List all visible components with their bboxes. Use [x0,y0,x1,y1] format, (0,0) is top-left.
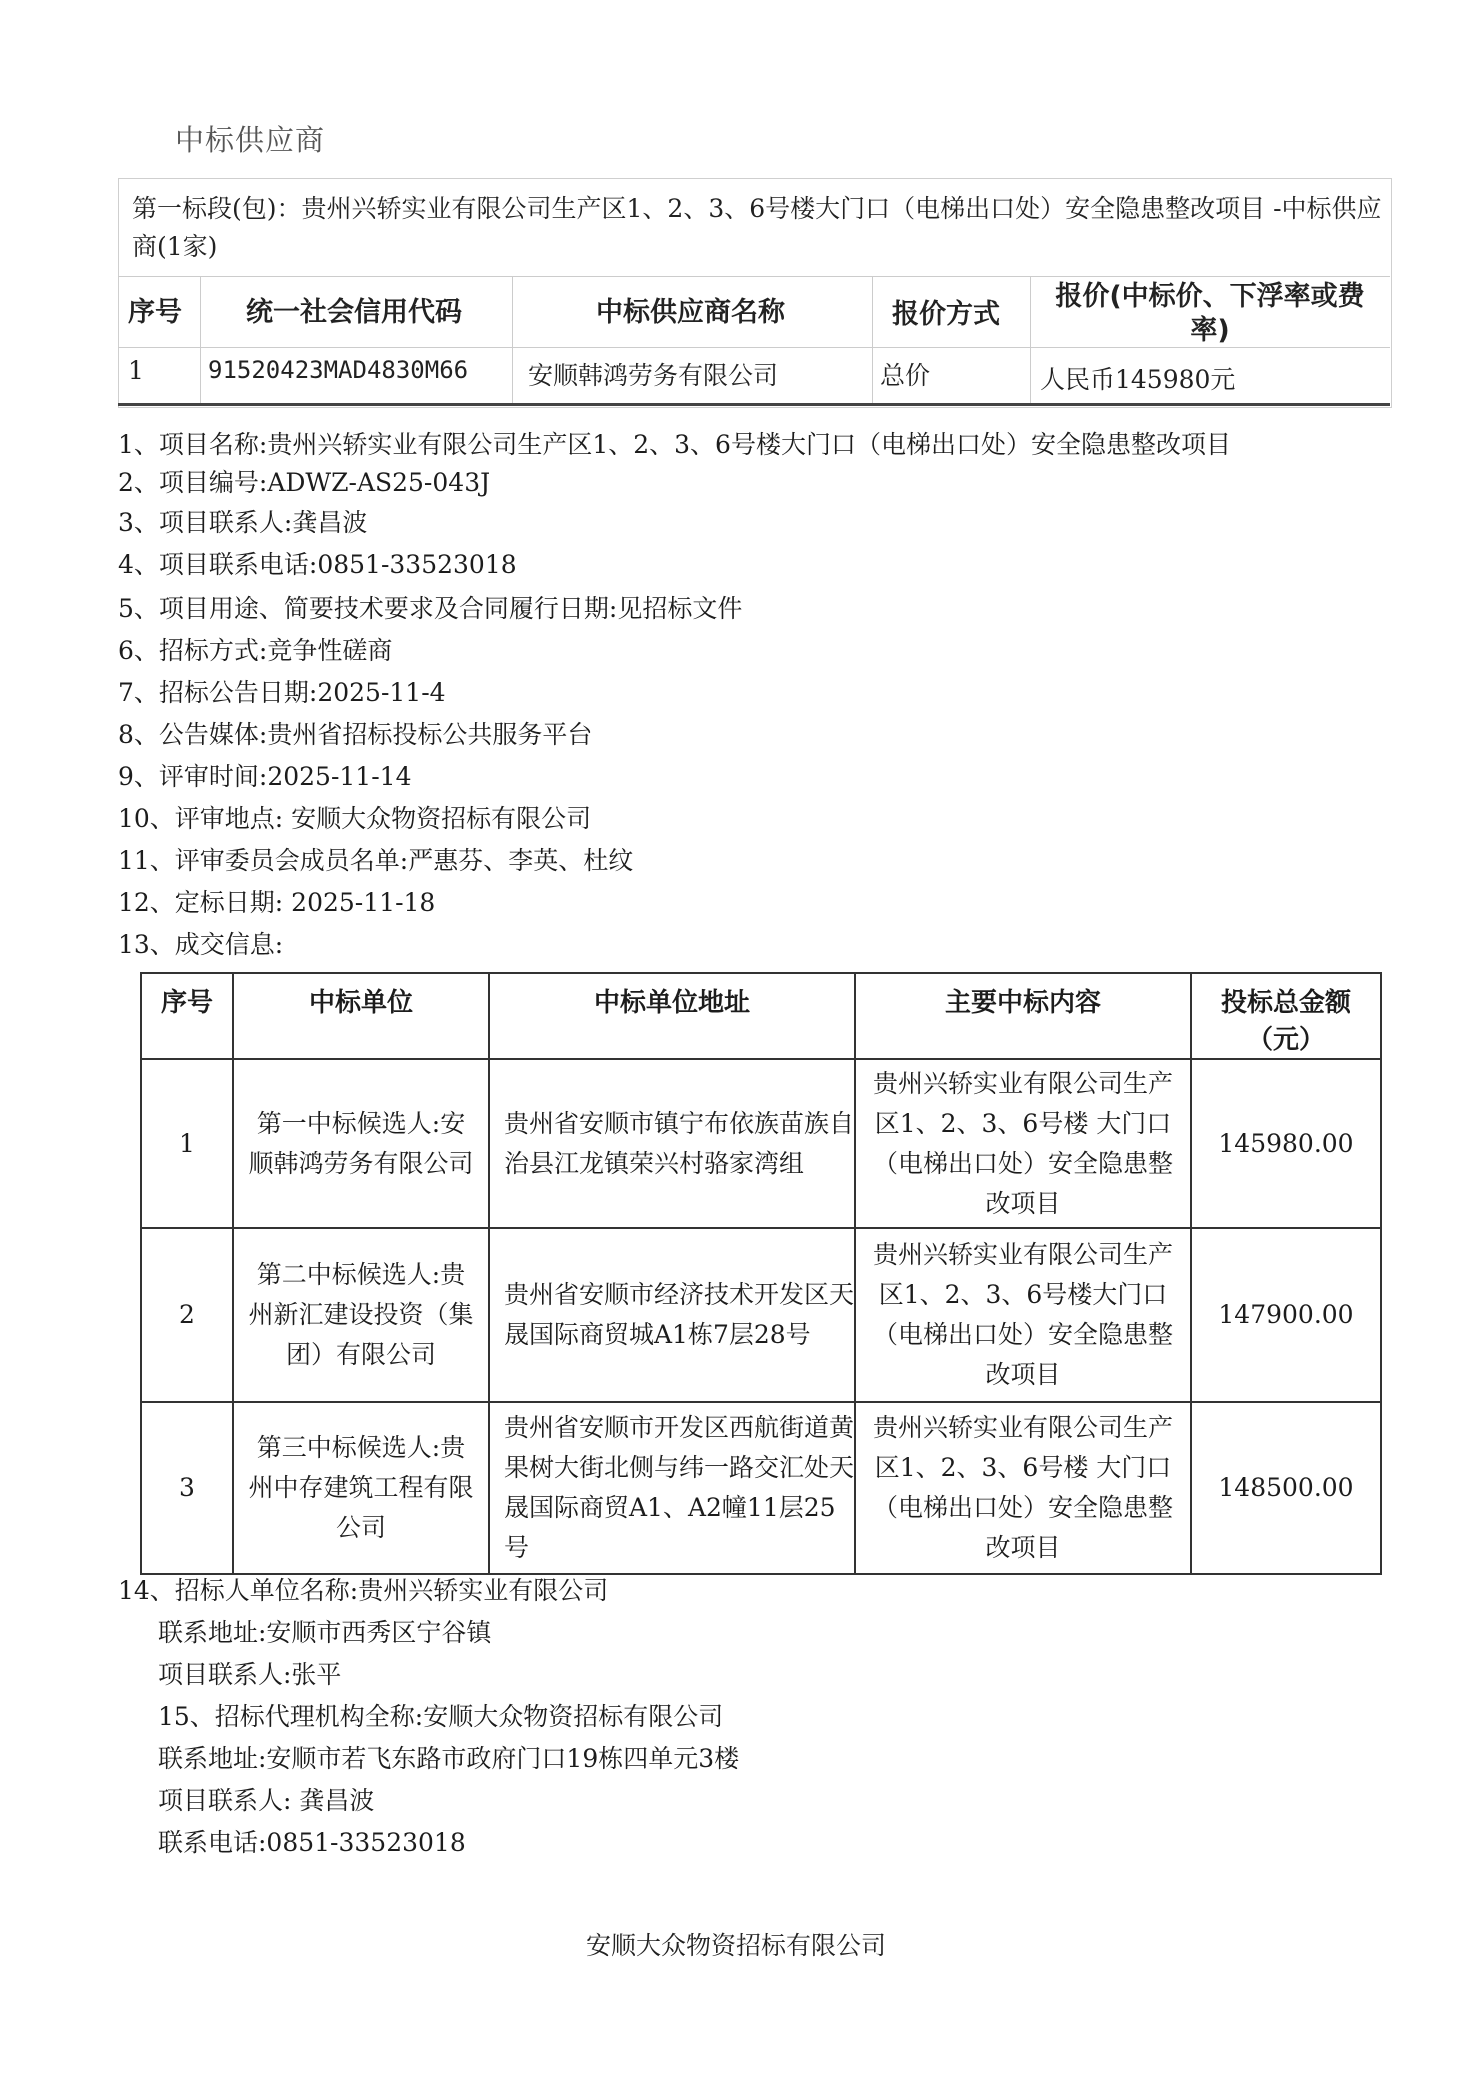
column-divider [512,276,513,404]
info-item: 8、公告媒体:贵州省招标投标公共服务平台 [118,720,593,749]
deal-row-unit: 第三中标候选人:贵州中存建筑工程有限公司 [233,1402,489,1574]
info-item: 1、项目名称:贵州兴轿实业有限公司生产区1、2、3、6号楼大门口（电梯出口处）安全隐患整改项目 [118,430,1231,459]
deal-row-unit: 第一中标候选人:安顺韩鸿劳务有限公司 [233,1059,489,1228]
deal-table [140,972,1382,1575]
info-item: 6、招标方式:竞争性磋商 [118,636,393,665]
deal-row-index: 2 [141,1228,233,1402]
info-item: 5、项目用途、简要技术要求及合同履行日期:见招标文件 [118,594,743,623]
deal-row-content: 贵州兴轿实业有限公司生产区1、2、3、6号楼 大门口（电梯出口处）安全隐患整改项目 [855,1059,1191,1228]
header-quote-method: 报价方式 [892,299,1000,330]
contact-item: 项目联系人:张平 [158,1660,342,1689]
column-divider [1030,276,1031,404]
contact-item: 项目联系人: 龚昌波 [158,1786,375,1815]
table-row [141,1059,1381,1228]
supplier-table-heading: 第一标段(包)：贵州兴轿实业有限公司生产区1、2、3、6号楼大门口（电梯出口处）安全隐患整改项目 -中标供应商(1家) [132,194,1382,261]
deal-row-index: 1 [141,1059,233,1228]
info-item: 11、评审委员会成员名单:严惠芬、李英、杜纹 [118,846,634,875]
info-item: 3、项目联系人:龚昌波 [118,508,368,537]
supplier-row-quote: 人民币145980元 [1040,365,1236,394]
info-item: 12、定标日期: 2025-11-18 [118,888,436,917]
deal-header-amount: 投标总金额（元） [1191,973,1381,1059]
deal-row-index: 3 [141,1402,233,1574]
deal-row-address: 贵州省安顺市经济技术开发区天晟国际商贸城A1栋7层28号 [489,1228,855,1402]
info-item: 4、项目联系电话:0851-33523018 [118,550,517,579]
deal-row-amount: 148500.00 [1191,1402,1381,1574]
deal-row-amount: 147900.00 [1191,1228,1381,1402]
contact-item: 15、招标代理机构全称:安顺大众物资招标有限公司 [158,1702,724,1731]
column-divider [200,276,201,404]
info-item: 2、项目编号:ADWZ-AS25-043J [118,468,491,497]
deal-table-header [141,973,1381,1059]
header-supplier-name: 中标供应商名称 [596,297,785,328]
contact-item: 联系地址:安顺市若飞东路市政府门口19栋四单元3楼 [158,1744,740,1773]
deal-header-content: 主要中标内容 [855,973,1191,1059]
supplier-row-credit-code: 91520423MAD4830M66 [208,356,469,384]
deal-row-unit: 第二中标候选人:贵州新汇建设投资（集团）有限公司 [233,1228,489,1402]
deal-row-content: 贵州兴轿实业有限公司生产区1、2、3、6号楼 大门口（电梯出口处）安全隐患整改项目 [855,1402,1191,1574]
supplier-row-name: 安顺韩鸿劳务有限公司 [528,361,779,390]
deal-header-index: 序号 [141,973,233,1059]
supplier-row-quote-method: 总价 [880,361,931,390]
deal-row-amount: 145980.00 [1191,1059,1381,1228]
info-item: 7、招标公告日期:2025-11-4 [118,678,446,707]
table-row [141,1228,1381,1402]
contact-item: 14、招标人单位名称:贵州兴轿实业有限公司 [118,1576,609,1605]
deal-header-address: 中标单位地址 [489,973,855,1059]
deal-row-address: 贵州省安顺市开发区西航街道黄果树大街北侧与纬一路交汇处天晟国际商贸A1、A2幢11层25号 [489,1402,855,1574]
deal-row-content: 贵州兴轿实业有限公司生产区1、2、3、6号楼大门口（电梯出口处）安全隐患整改项目 [855,1228,1191,1402]
info-item: 13、成交信息: [118,930,284,959]
table-row [141,1402,1381,1574]
deal-row-address: 贵州省安顺市镇宁布依族苗族自治县江龙镇荣兴村骆家湾组 [489,1059,855,1228]
table-bottom-rule [118,403,1390,406]
column-divider [872,276,873,404]
supplier-row-index: 1 [128,356,144,385]
footer-organization: 安顺大众物资招标有限公司 [585,1931,886,1960]
header-index: 序号 [128,297,182,328]
section-title: 中标供应商 [175,123,326,157]
info-item: 9、评审时间:2025-11-14 [118,762,412,791]
header-quote: 报价(中标价、下浮率或费率) [1055,281,1365,346]
header-credit-code: 统一社会信用代码 [246,297,462,328]
deal-header-unit: 中标单位 [233,973,489,1059]
contact-item: 联系地址:安顺市西秀区宁谷镇 [158,1618,492,1647]
contact-item: 联系电话:0851-33523018 [158,1828,466,1857]
info-item: 10、评审地点: 安顺大众物资招标有限公司 [118,804,592,833]
